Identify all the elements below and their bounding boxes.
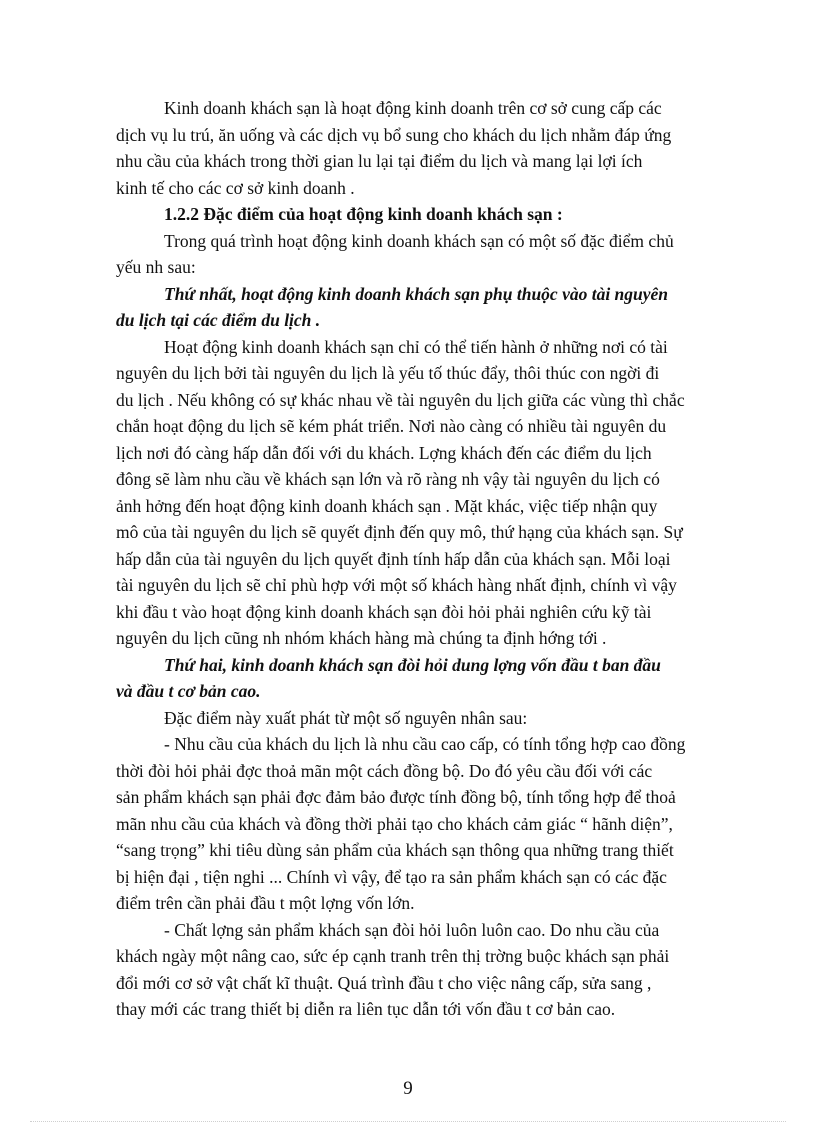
document-body [116,95,744,1023]
section-heading [116,201,744,228]
paragraph-intro [116,228,744,281]
text-line: đổi mới cơ sở vật chất kĩ thuật. Quá trình đầu t cho việc nâng cấp, sửa sang , [116,972,652,993]
heading-line: 1.2.2 Đặc điểm của hoạt động kinh doanh khách sạn : [164,204,563,224]
text-line: kinh tế cho các cơ sở kinh doanh . [116,177,355,198]
text-line: dịch vụ lu trú, ăn uống và các dịch vụ bổ sung cho khách du lịch nhằm đáp ứng [116,124,672,145]
page-bottom-divider [30,1121,786,1122]
subheading-first [116,281,744,334]
text-line: hấp dẫn của tài nguyên du lịch quyết định tính hấp dẫn của khách sạn. Mỗi loại [116,548,671,569]
text-line: nguyên du lịch cũng nh nhóm khách hàng mà chúng ta định hớng tới . [116,628,607,648]
text-line: khách ngày một nâng cao, sức ép cạnh tranh trên thị trờng buộc khách sạn phải [116,946,670,966]
text-line: tài nguyên du lịch sẽ chỉ phù hợp với một số khách hàng nhất định, chính vì vậy [116,575,677,595]
text-line: - Nhu cầu của khách du lịch là nhu cầu cao cấp, có tính tổng hợp cao đồng [164,734,686,754]
text-line: nguyên du lịch bởi tài nguyên du lịch là yếu tố thúc đẩy, thôi thúc con ngời đi [116,363,660,383]
subheading-line: du lịch tại các điểm du lịch . [116,310,321,330]
text-line: - Chất lợng sản phẩm khách sạn đòi hỏi luôn luôn cao. Do nhu cầu của [164,919,660,940]
text-line: Kinh doanh khách sạn là hoạt động kinh doanh trên cơ sở cung cấp các [164,98,662,118]
text-line: ảnh hởng đến hoạt động kinh doanh khách sạn . Mặt khác, việc tiếp nhận quy [116,495,658,516]
text-line: mãn nhu cầu của khách và đồng thời phải tạo cho khách cảm giác “ hãnh diện”, [116,813,673,834]
text-line: nhu cầu của khách trong thời gian lu lại tại điểm du lịch và mang lại lợi ích [116,151,643,171]
text-line: bị hiện đại , tiện nghi ... Chính vì vậy, để tạo ra sản phẩm khách sạn có các đặc [116,866,667,887]
text-line: yếu nh sau: [116,257,196,277]
text-line: chắn hoạt động du lịch sẽ kém phát triển. Nơi nào càng có nhiều tài nguyên du [116,416,667,436]
subheading-line: và đầu t cơ bản cao. [116,681,261,701]
text-line: du lịch . Nếu không có sự khác nhau về tài nguyên du lịch giữa các vùng thì chắc [116,389,685,410]
text-line: “sang trọng” khi tiêu dùng sản phẩm của khách sạn thông qua những trang thiết [116,840,674,860]
text-line: Trong quá trình hoạt động kinh doanh khách sạn có một số đặc điểm chủ [164,230,674,251]
subheading-second [116,652,744,705]
text-line: điểm trên cần phải đầu t một lợng vốn lớn. [116,893,415,913]
paragraph-definition [116,95,744,201]
text-line: Hoạt động kinh doanh khách sạn chỉ có thể tiến hành ở những nơi có tài [164,336,668,357]
paragraph-second-feature [116,705,744,1023]
text-line: Đặc điểm này xuất phát từ một số nguyên nhân sau: [164,707,528,728]
text-line: khi đầu t vào hoạt động kinh doanh khách sạn đòi hỏi phải nghiên cứu kỹ tài [116,601,652,622]
text-line: mô của tài nguyên du lịch sẽ quyết định đến quy mô, thứ hạng của khách sạn. Sự [116,522,683,542]
text-line: thay mới các trang thiết bị diễn ra liên tục dẫn tới vốn đầu t cơ bản cao. [116,999,616,1019]
text-line: lịch nơi đó càng hấp dẫn đối với du khách. Lợng khách đến các điểm du lịch [116,442,652,463]
text-line: sản phẩm khách sạn phải đợc đảm bảo được tính đồng bộ, tính tổng hợp để thoả [116,787,676,807]
subheading-line: Thứ hai, kinh doanh khách sạn đòi hỏi dung lợng vốn đầu t ban đầu [164,654,661,675]
text-line: thời đòi hỏi phải đợc thoả mãn một cách đồng bộ. Do đó yêu cầu đối với các [116,760,653,781]
page-number: 9 [403,1078,413,1099]
paragraph-first-feature [116,334,744,652]
text-line: đông sẽ làm nhu cầu về khách sạn lớn và rõ ràng nh vậy tài nguyên du lịch có [116,469,660,489]
subheading-line: Thứ nhất, hoạt động kinh doanh khách sạn phụ thuộc vào tài nguyên [164,283,669,304]
